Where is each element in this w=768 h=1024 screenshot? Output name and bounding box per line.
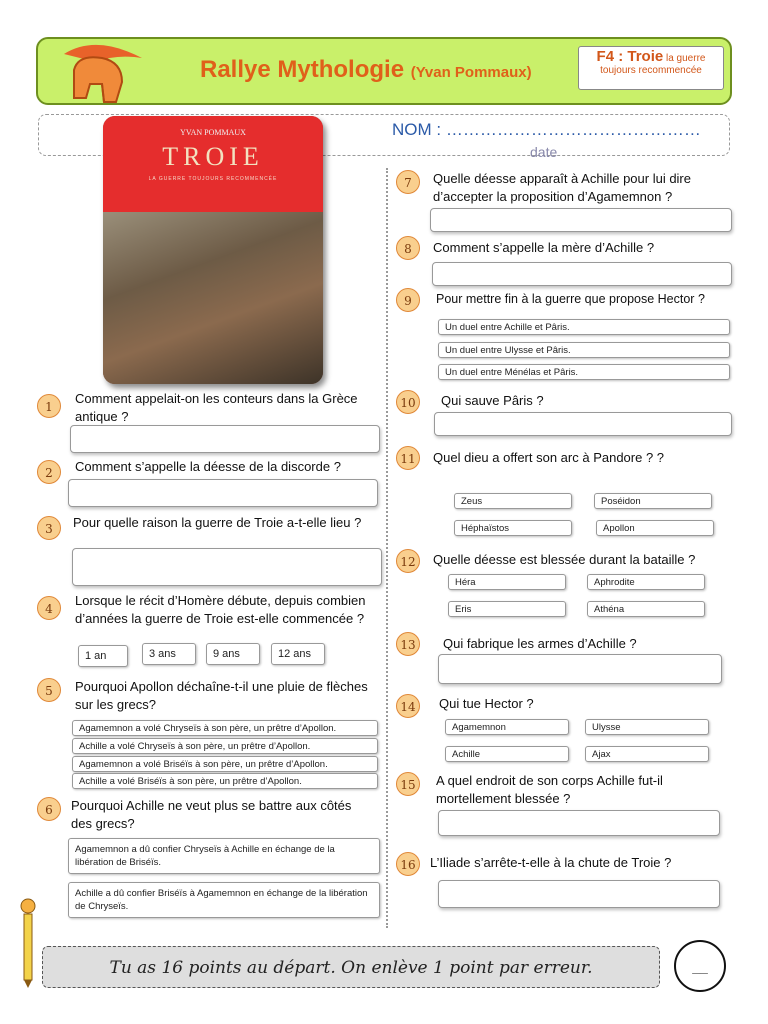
question-number: 8 (396, 236, 420, 260)
question-number: 14 (396, 694, 420, 718)
score-circle[interactable]: __ (674, 940, 726, 992)
answer-field[interactable] (70, 425, 380, 453)
question-text: Quelle déesse est blessée durant la bataille ? (433, 552, 696, 567)
question-number: 4 (37, 596, 61, 620)
answer-option[interactable]: Agamemnon a volé Chryseïs à son père, un prêtre d’Apollon. (72, 720, 378, 736)
question-text: Comment s’appelle la déesse de la discorde ? (75, 459, 341, 474)
answer-option[interactable]: Un duel entre Ulysse et Pâris. (438, 342, 730, 358)
question-text: Qui tue Hector ? (439, 696, 534, 711)
answer-option[interactable]: Ajax (585, 746, 709, 762)
question-text: Comment s’appelle la mère d’Achille ? (433, 240, 655, 255)
question-text: Qui fabrique les armes d’Achille ? (443, 636, 637, 651)
answer-option[interactable]: Ulysse (585, 719, 709, 735)
question-number: 2 (37, 460, 61, 484)
book-cover (103, 116, 323, 384)
answer-option[interactable]: Un duel entre Achille et Pâris. (438, 319, 730, 335)
spartan-helmet-icon (56, 40, 148, 106)
answer-option[interactable]: Achille (445, 746, 569, 762)
question-number: 7 (396, 170, 420, 194)
book-subtitle: LA GUERRE TOUJOURS RECOMMENCÉE (148, 176, 278, 182)
author-subtitle: (Yvan Pommaux) (410, 64, 532, 81)
answer-field[interactable] (434, 412, 732, 436)
fiche-label: F4 : Troie la guerre toujours recommencée (578, 46, 724, 90)
date-label: date (530, 144, 558, 160)
option-3-ans[interactable]: 3 ans (142, 643, 196, 665)
option-1-an[interactable]: 1 an (78, 645, 128, 667)
question-number: 16 (396, 852, 420, 876)
page-title: Rallye Mythologie (Yvan Pommaux) (200, 56, 532, 83)
question-text: Pourquoi Apollon déchaîne-t-il une pluie de flèches sur les grecs? (75, 679, 368, 712)
question-text: Lorsque le récit d’Homère débute, depuis combien d’années la guerre de Troie est-elle commencée ? (75, 593, 366, 626)
question-text: Pour mettre fin à la guerre que propose Hector ? (436, 292, 705, 306)
answer-field[interactable] (438, 654, 722, 684)
answer-field[interactable] (438, 810, 720, 836)
question-number: 12 (396, 549, 420, 573)
question-text: Pour quelle raison la guerre de Troie a-t-elle lieu ? (73, 515, 362, 530)
question-text: Pourquoi Achille ne veut plus se battre aux côtés des grecs? (71, 798, 352, 831)
answer-option[interactable]: Apollon (596, 520, 714, 536)
answer-option[interactable]: Achille a dû confier Briséïs à Agamemnon en échange de la libération de Chryseïs. (68, 882, 380, 918)
question-number: 15 (396, 772, 420, 796)
question-number: 9 (396, 288, 420, 312)
book-author: YVAN POMMAUX (180, 128, 246, 137)
option-12-ans[interactable]: 12 ans (271, 643, 325, 665)
option-9-ans[interactable]: 9 ans (206, 643, 260, 665)
question-number: 1 (37, 394, 61, 418)
question-text: Qui sauve Pâris ? (441, 393, 544, 408)
answer-option[interactable]: Aphrodite (587, 574, 705, 590)
question-text: Quelle déesse apparaît à Achille pour lui dire d’accepter la proposition d’Agamemnon ? (433, 171, 691, 204)
answer-field[interactable] (72, 548, 382, 586)
answer-option[interactable]: Héra (448, 574, 566, 590)
question-number: 3 (37, 516, 61, 540)
question-number: 13 (396, 632, 420, 656)
answer-field[interactable] (432, 262, 732, 286)
answer-option[interactable]: Achille a volé Chryseïs à son père, un prêtre d’Apollon. (72, 738, 378, 754)
answer-option[interactable]: Eris (448, 601, 566, 617)
answer-field[interactable] (68, 479, 378, 507)
question-text: A quel endroit de son corps Achille fut-il mortellement blessée ? (436, 773, 663, 806)
answer-field[interactable] (438, 880, 720, 908)
answer-option[interactable]: Agamemnon (445, 719, 569, 735)
book-title: TROIE (162, 142, 264, 171)
question-text: Quel dieu a offert son arc à Pandore ? ? (433, 450, 665, 465)
mascot-pencil-icon (16, 896, 40, 988)
question-number: 11 (396, 446, 420, 470)
column-divider (386, 168, 388, 928)
question-number: 6 (37, 797, 61, 821)
answer-option[interactable]: Un duel entre Ménélas et Pâris. (438, 364, 730, 380)
answer-option[interactable]: Poséidon (594, 493, 712, 509)
question-text: L’Iliade s’arrête-t-elle à la chute de Troie ? (430, 855, 672, 870)
answer-option[interactable]: Héphaïstos (454, 520, 572, 536)
question-number: 5 (37, 678, 61, 702)
answer-option[interactable]: Agamemnon a dû confier Chryseïs à Achille en échange de la libération de Briséïs. (68, 838, 380, 874)
name-field-label[interactable]: NOM : ……………………………………… (392, 120, 701, 139)
answer-option[interactable]: Achille a volé Briséïs à son père, un prêtre d’Apollon. (72, 773, 378, 789)
answer-option[interactable]: Athéna (587, 601, 705, 617)
answer-field[interactable] (430, 208, 732, 232)
scoring-note: Tu as 16 points au départ. On enlève 1 point par erreur. (42, 946, 660, 988)
answer-option[interactable]: Agamemnon a volé Briséïs à son père, un prêtre d’Apollon. (72, 756, 378, 772)
question-text: Comment appelait-on les conteurs dans la Grèce antique ? (75, 391, 358, 424)
answer-option[interactable]: Zeus (454, 493, 572, 509)
question-number: 10 (396, 390, 420, 414)
